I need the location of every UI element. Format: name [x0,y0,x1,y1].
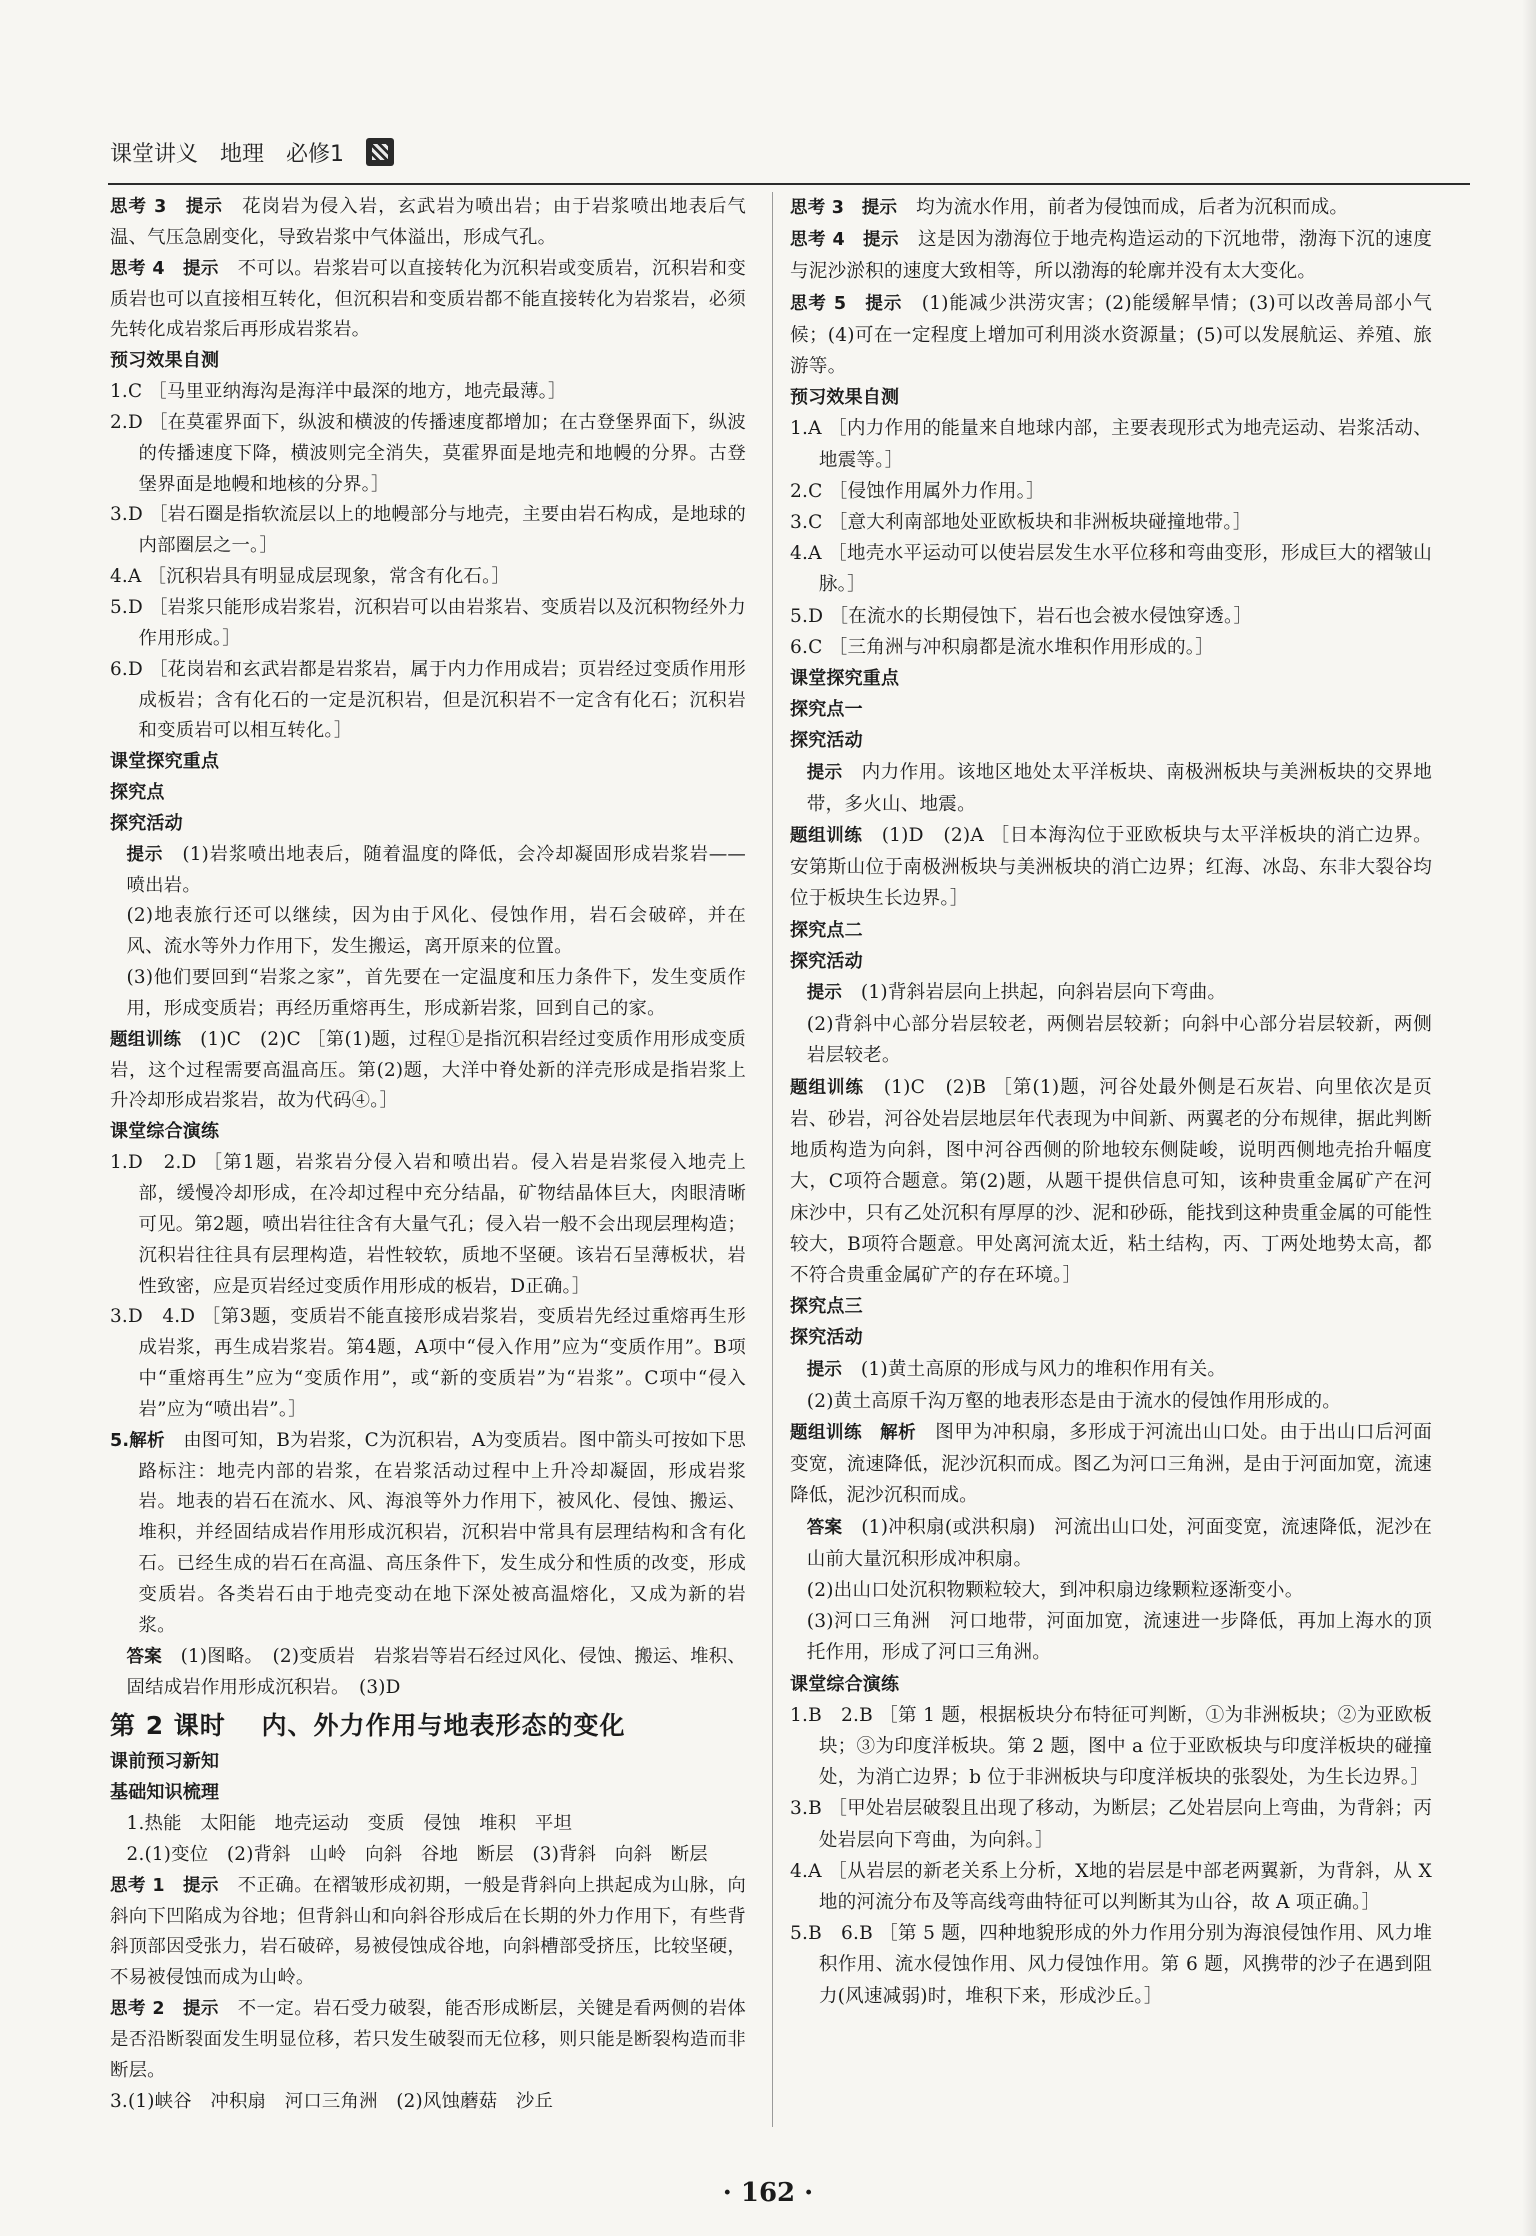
think-3: 思考 3 提示 均为流水作用，前者为侵蚀而成，后者为沉积而成。 [790,197,1349,218]
answer-item: 5.D ［岩浆只能形成岩浆岩，沉积岩可以由岩浆岩、变质岩以及沉积物经外力作用形成。］ [110,596,746,649]
exercise-group: 题组训练 (1)C (2)C ［第(1)题，过程①是指沉积岩经过变质作用形成变质岩，这个过程需要高温高压。第(2)题，大洋中脊处新的洋壳形成是指岩浆上升冷却形成岩浆岩，故为代码④。］ [110,1028,746,1112]
knowledge-item: 1.热能 太阳能 地壳运动 变质 侵蚀 堆积 平坦 [126,1813,573,1835]
answer-item: 3.D 4.D ［第3题，变质岩不能直接形成岩浆岩，变质岩先经过重熔再生形成岩浆，再生成岩浆岩。第4题，A项中“侵入作用”应为“变质作用”。B项中“重熔再生”应为“变质作用”，或“新的变质岩”为“岩浆”。C项中“侵入岩”应为“喷出岩”。］ [110,1306,746,1420]
think-5: 思考 5 提示 (1)能减少洪涝灾害；(2)能缓解旱情；(3)可以改善局部小气候；(4)可在一定程度上增加可利用淡水资源量；(5)可以发展航运、养殖、旅游等。 [790,292,1432,378]
hint-paragraph: (2)背斜中心部分岩层较老，两侧岩层较新；向斜中心部分岩层较新，两侧岩层较老。 [806,1014,1432,1067]
answer-item: 4.A ［沉积岩具有明显成层现象，常含有化石。］ [110,566,511,588]
knowledge-item: 3.(1)峡谷 冲积扇 河口三角洲 (2)风蚀蘑菇 沙丘 [110,2090,554,2112]
section-heading: 课前预习新知 [110,1751,220,1773]
subsection-heading: 探究活动 [790,1327,863,1349]
answer-item: 6.C ［三角洲与冲积扇都是流水堆积作用形成的。］ [790,636,1215,658]
knowledge-item: 2.(1)变位 (2)背斜 山岭 向斜 谷地 断层 (3)背斜 向斜 断层 [126,1843,708,1865]
hint-paragraph: (2)地表旅行还可以继续，因为由于风化、侵蚀作用，岩石会破碎，并在风、流水等外力作用下，发生搬运，离开原来的位置。 [126,905,746,958]
think-3: 思考 3 提示 花岗岩为侵入岩，玄武岩为喷出岩；由于岩浆喷出地表后气温、气压急剧变化，导致岩浆中气体溢出，形成气孔。 [110,196,746,248]
answer-item: 1.C ［马里亚纳海沟是海洋中最深的地方，地壳最薄。］ [110,381,567,403]
answer-item: 5.D ［在流水的长期侵蚀下，岩石也会被水侵蚀穿透。］ [790,605,1253,627]
section-heading: 课堂综合演练 [110,1121,220,1143]
answer-item: 5.B 6.B ［第 5 题，四种地貌形成的外力作用分别为海浪侵蚀作用、风力堆积作用、流水侵蚀作用、风力侵蚀作用。第 6 题，风携带的沙子在遇到阻力(风速减弱)时，堆积下来，形成沙丘。］ [790,1923,1432,2007]
hint-paragraph: 提示 (1)背斜岩层向上拱起，向斜岩层向下弯曲。 [806,982,1227,1004]
header-volume: 必修1 [286,141,345,167]
left-column [110,192,746,2117]
section-heading: 预习效果自测 [110,350,220,372]
hint-paragraph: (2)黄土高原千沟万壑的地表形态是由于流水的侵蚀作用形成的。 [806,1390,1342,1412]
answer-item: 1.D 2.D ［第1题，岩浆岩分侵入岩和喷出岩。侵入岩是岩浆侵入地壳上部，缓慢冷却形成，在冷却过程中充分结晶，矿物结晶体巨大，肉眼清晰可见。第2题，喷出岩往往含有大量气孔；侵入岩一般不会出现层理构造；沉积岩往往具有层理构造，岩性较软，质地不坚硬。该岩石呈薄板状，岩性致密，应是页岩经过变质作用形成的板岩，D正确。］ [110,1152,746,1297]
answer-item: 5.解析 由图可知，B为岩浆，C为沉积岩，A为变质岩。图中箭头可按如下思路标注：地壳内部的岩浆，在岩浆活动过程中上升冷却凝固，形成岩浆岩。地表的岩石在流水、风、海浪等外力作用下，被风化、侵蚀、搬运、堆积，并经固结成岩作用形成沉积岩，沉积岩中常具有层理结构和含有化石。已经生成的岩石在高温、高压条件下，发生成分和性质的改变，形成变质岩。各类岩石由于地壳变动在地下深处被高温熔化，又成为新的岩浆。 [110,1429,746,1636]
answer-item: 3.D ［岩石圈是指软流层以上的地幔部分与地壳，主要由岩石构成，是地球的内部圈层之一。］ [110,504,746,557]
subsection-heading: 探究点三 [790,1296,863,1318]
answer-paragraph: (2)出山口处沉积物颗粒较大，到冲积扇边缘颗粒逐渐变小。 [806,1579,1304,1601]
answer-item: 2.C ［侵蚀作用属外力作用。］ [790,480,1045,502]
answer-item: 1.B 2.B ［第 1 题，根据板块分布特征可判断，①为非洲板块；②为亚欧板块；③为印度洋板块。第 2 题，图中 a 位于亚欧板块与印度洋板块的碰撞处，为消亡边界；b 位于非洲板块与印度洋板块的张裂处，为生长边界。］ [790,1704,1432,1789]
exercise-group: 题组训练 (1)D (2)A ［日本海沟位于亚欧板块与太平洋板块的消亡边界。安第斯山位于南极洲板块与美洲板块的消亡边界；红海、冰岛、东非大裂谷均位于板块生长边界。］ [790,825,1432,910]
answer-item: 3.C ［意大利南部地处亚欧板块和非洲板块碰撞地带。］ [790,512,1252,534]
think-1: 思考 1 提示 不正确。在褶皱形成初期，一般是背斜向上拱起成为山脉，向斜向下凹陷成为谷地；但背斜山和向斜谷形成后在长期的外力作用下，有些背斜顶部因受张力，岩石破碎，易被侵蚀成谷地，向斜槽部受挤压，比较坚硬，不易被侵蚀而成为山岭。 [110,1874,746,1989]
binding-shadow [1522,0,1536,2236]
hint-paragraph: 提示 内力作用。该地区地处太平洋板块、南极洲板块与美洲板块的交界地带，多火山、地震。 [806,761,1432,815]
answer-item: 3.B ［甲处岩层破裂且出现了移动，为断层；乙处岩层向上弯曲，为背斜；丙处岩层向下弯曲，为向斜。］ [790,1798,1432,1851]
answer-item: 1.A ［内力作用的能量来自地球内部，主要表现形式为地壳运动、岩浆活动、地震等。］ [790,418,1432,471]
think-2: 思考 2 提示 不一定。岩石受力破裂，能否形成断层，关键是看两侧的岩体是否沿断裂面发生明显位移，若只发生破裂而无位移，则只能是断裂构造而非断层。 [110,1998,746,2081]
section-heading: 课堂综合演练 [790,1673,900,1695]
exercise-group: 题组训练 解析 图甲为冲积扇，多形成于河流出山口处。由于出山口后河面变宽，流速降低，泥沙沉积而成。图乙为河口三角洲，是由于河面加宽，流速降低，泥沙沉积而成。 [790,1421,1433,1507]
think-4: 思考 4 提示 这是因为渤海位于地壳构造运动的下沉地带，渤海下沉的速度与泥沙淤积的速度大致相等，所以渤海的轮廓并没有太大变化。 [790,229,1433,283]
answer-paragraph: 答案 (1)冲积扇(或洪积扇) 河流出山口处，河面变宽，流速降低，泥沙在山前大量沉积形成冲积扇。 [806,1516,1432,1570]
right-column [790,192,1432,2012]
header-course: 课堂讲义 [110,141,199,167]
answer-item: 2.D ［在莫霍界面下，纵波和横波的传播速度都增加；在古登堡界面下，纵波的传播速度下降，横波则完全消失，莫霍界面是地壳和地幔的分界。古登堡界面是地幔和地核的分界。］ [110,411,746,495]
header-rule [108,183,1470,185]
section-heading: 课堂探究重点 [790,668,900,690]
page-header [110,132,394,172]
hint-paragraph: 提示 (1)黄土高原的形成与风力的堆积作用有关。 [806,1358,1227,1380]
answer-paragraph: (3)河口三角洲 河口地带，河面加宽，流速进一步降低，再加上海水的顶托作用，形成了河口三角洲。 [806,1611,1432,1664]
section-heading: 课堂探究重点 [110,751,220,773]
exercise-group: 题组训练 (1)C (2)B ［第(1)题，河谷处最外侧是石灰岩、向里依次是页岩、砂岩，河谷处岩层地层年代表现为中间新、两翼老的分布规律，据此判断地质构造为向斜，图中河谷西侧的阶地较东侧陡峻，说明西侧地壳抬升幅度大，C项符合题意。第(2)题，从题干提供信息可知，该种贵重金属矿产在河床沙中，只有乙处沉积有厚厚的沙、泥和砂砾，能找到这种贵重金属的可能性较大，B项符合题意。甲处离河流太近，粘土结构，丙、丁两处地势太高，都不符合贵重金属矿产的存在环境。］ [790,1076,1432,1286]
subsection-heading: 探究活动 [790,950,863,972]
subsection-heading: 探究点 [110,782,165,804]
lesson-title: 第 2 课时 内、外力作用与地表形态的变化 [110,1711,626,1741]
answer-item: 4.A ［从岩层的新老关系上分析，X地的岩层是中部老两翼新，为背斜，从 X 地的河流分布及等高线弯曲特征可以判断其为山谷，故 A 项正确。］ [790,1860,1432,1913]
answer-item: 6.D ［花岗岩和玄武岩都是岩浆岩，属于内力作用成岩；页岩经过变质作用形成板岩；含有化石的一定是沉积岩，但是沉积岩不一定含有化石；沉积岩和变质岩可以相互转化。］ [110,658,746,742]
subsection-heading: 探究活动 [790,730,863,752]
answer-item: 4.A ［地壳水平运动可以使岩层发生水平位移和弯曲变形，形成巨大的褶皱山脉。］ [790,543,1432,596]
hint-paragraph: (3)他们要回到“岩浆之家”，首先要在一定温度和压力条件下，发生变质作用，形成变质岩；再经历重熔再生，形成新岩浆，回到自己的家。 [126,967,746,1019]
subsection-heading: 基础知识梳理 [110,1782,220,1804]
subsection-heading: 探究活动 [110,812,183,834]
subsection-heading: 探究点一 [790,699,863,721]
page-number: · 162 · [722,2178,814,2208]
answer-paragraph: 答案 (1)图略。 (2)变质岩 岩浆岩等岩石经过风化、侵蚀、搬运、堆积、固结成岩作用形成沉积岩。 (3)D [126,1645,746,1698]
section-heading: 预习效果自测 [790,387,900,409]
header-subject: 地理 [220,141,265,167]
book-logo-icon [366,138,394,166]
think-4: 思考 4 提示 不可以。岩浆岩可以直接转化为沉积岩或变质岩，沉积岩和变质岩也可以直接相互转化，但沉积岩和变质岩都不能直接转化为岩浆岩，必须先转化成岩浆后再形成岩浆岩。 [110,257,746,341]
hint-paragraph: 提示 (1)岩浆喷出地表后，随着温度的降低，会冷却凝固形成岩浆岩——喷出岩。 [126,843,746,896]
column-divider [772,192,773,2127]
subsection-heading: 探究点二 [790,919,863,941]
